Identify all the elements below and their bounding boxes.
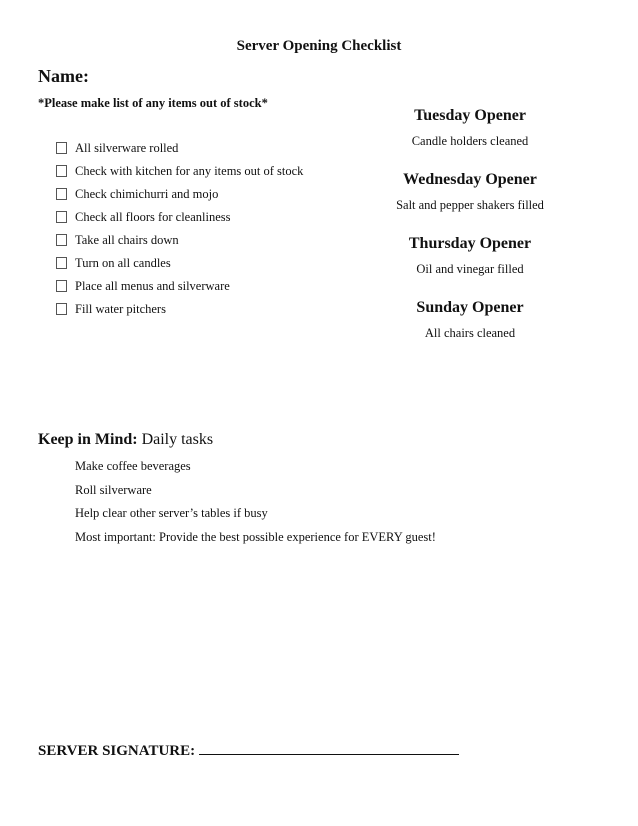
opener-task: Candle holders cleaned [411,134,529,148]
opener-task: Salt and pepper shakers filled [396,198,544,212]
checklist-item-label: Fill water pitchers [75,302,166,316]
keep-in-mind-heading [38,430,213,450]
checklist-item-label: Take all chairs down [75,233,179,247]
checklist-item-label: All silverware rolled [75,141,179,155]
checklist-item-label: Check with kitchen for any items out of stock [75,164,304,178]
checkbox[interactable] [56,211,67,223]
checklist-item[interactable] [56,301,306,317]
signature-line[interactable] [199,742,459,755]
server-signature [38,742,459,760]
daily-task: Roll silverware [75,482,152,497]
opener-block-thursday [372,234,568,277]
checklist-item[interactable] [56,163,306,179]
daily-task: Help clear other server’s tables if busy [75,506,268,520]
checklist-item[interactable] [56,255,306,271]
checkbox[interactable] [56,257,67,269]
checkbox[interactable] [56,234,67,246]
daily-task: Make coffee beverages [75,459,191,473]
opener-heading: Tuesday Opener [414,107,526,124]
opener-block-tuesday [372,106,568,149]
opener-block-wednesday [372,170,568,213]
document-title: Server Opening Checklist [236,38,402,54]
checkbox[interactable] [56,165,67,177]
daily-task: Most important: Provide the best possible experience for EVERY guest! [75,529,436,544]
opener-heading: Sunday Opener [416,299,524,316]
signature-label: SERVER SIGNATURE: [38,743,196,759]
checklist-item[interactable] [56,140,306,156]
checkbox[interactable] [56,280,67,292]
checklist-item[interactable] [56,232,306,248]
checklist-item[interactable] [56,278,306,294]
opener-task: Oil and vinegar filled [416,262,524,276]
checkbox[interactable] [56,303,67,315]
keep-in-mind-subtitle: Daily tasks [141,431,214,448]
checklist-item[interactable] [56,186,306,202]
checklist-item-label: Place all menus and silverware [75,279,230,293]
checkbox[interactable] [56,142,67,154]
checklist-item-label: Check all floors for cleanliness [75,210,231,224]
name-label: Name: [38,66,89,86]
checklist-item-label: Turn on all candles [75,256,171,270]
checklist-item[interactable] [56,209,306,225]
checklist-item-label: Check chimichurri and mojo [75,187,219,201]
checkbox[interactable] [56,188,67,200]
opening-checklist [56,140,306,324]
opener-heading: Wednesday Opener [403,171,537,188]
keep-in-mind-label: Keep in Mind: [38,431,138,448]
opener-tasks-column [372,106,568,362]
opener-block-sunday [372,298,568,341]
daily-tasks-list [75,458,436,552]
opener-heading: Thursday Opener [408,235,532,252]
opener-task: All chairs cleaned [424,326,516,340]
out-of-stock-note: *Please make list of any items out of stock* [38,96,268,110]
